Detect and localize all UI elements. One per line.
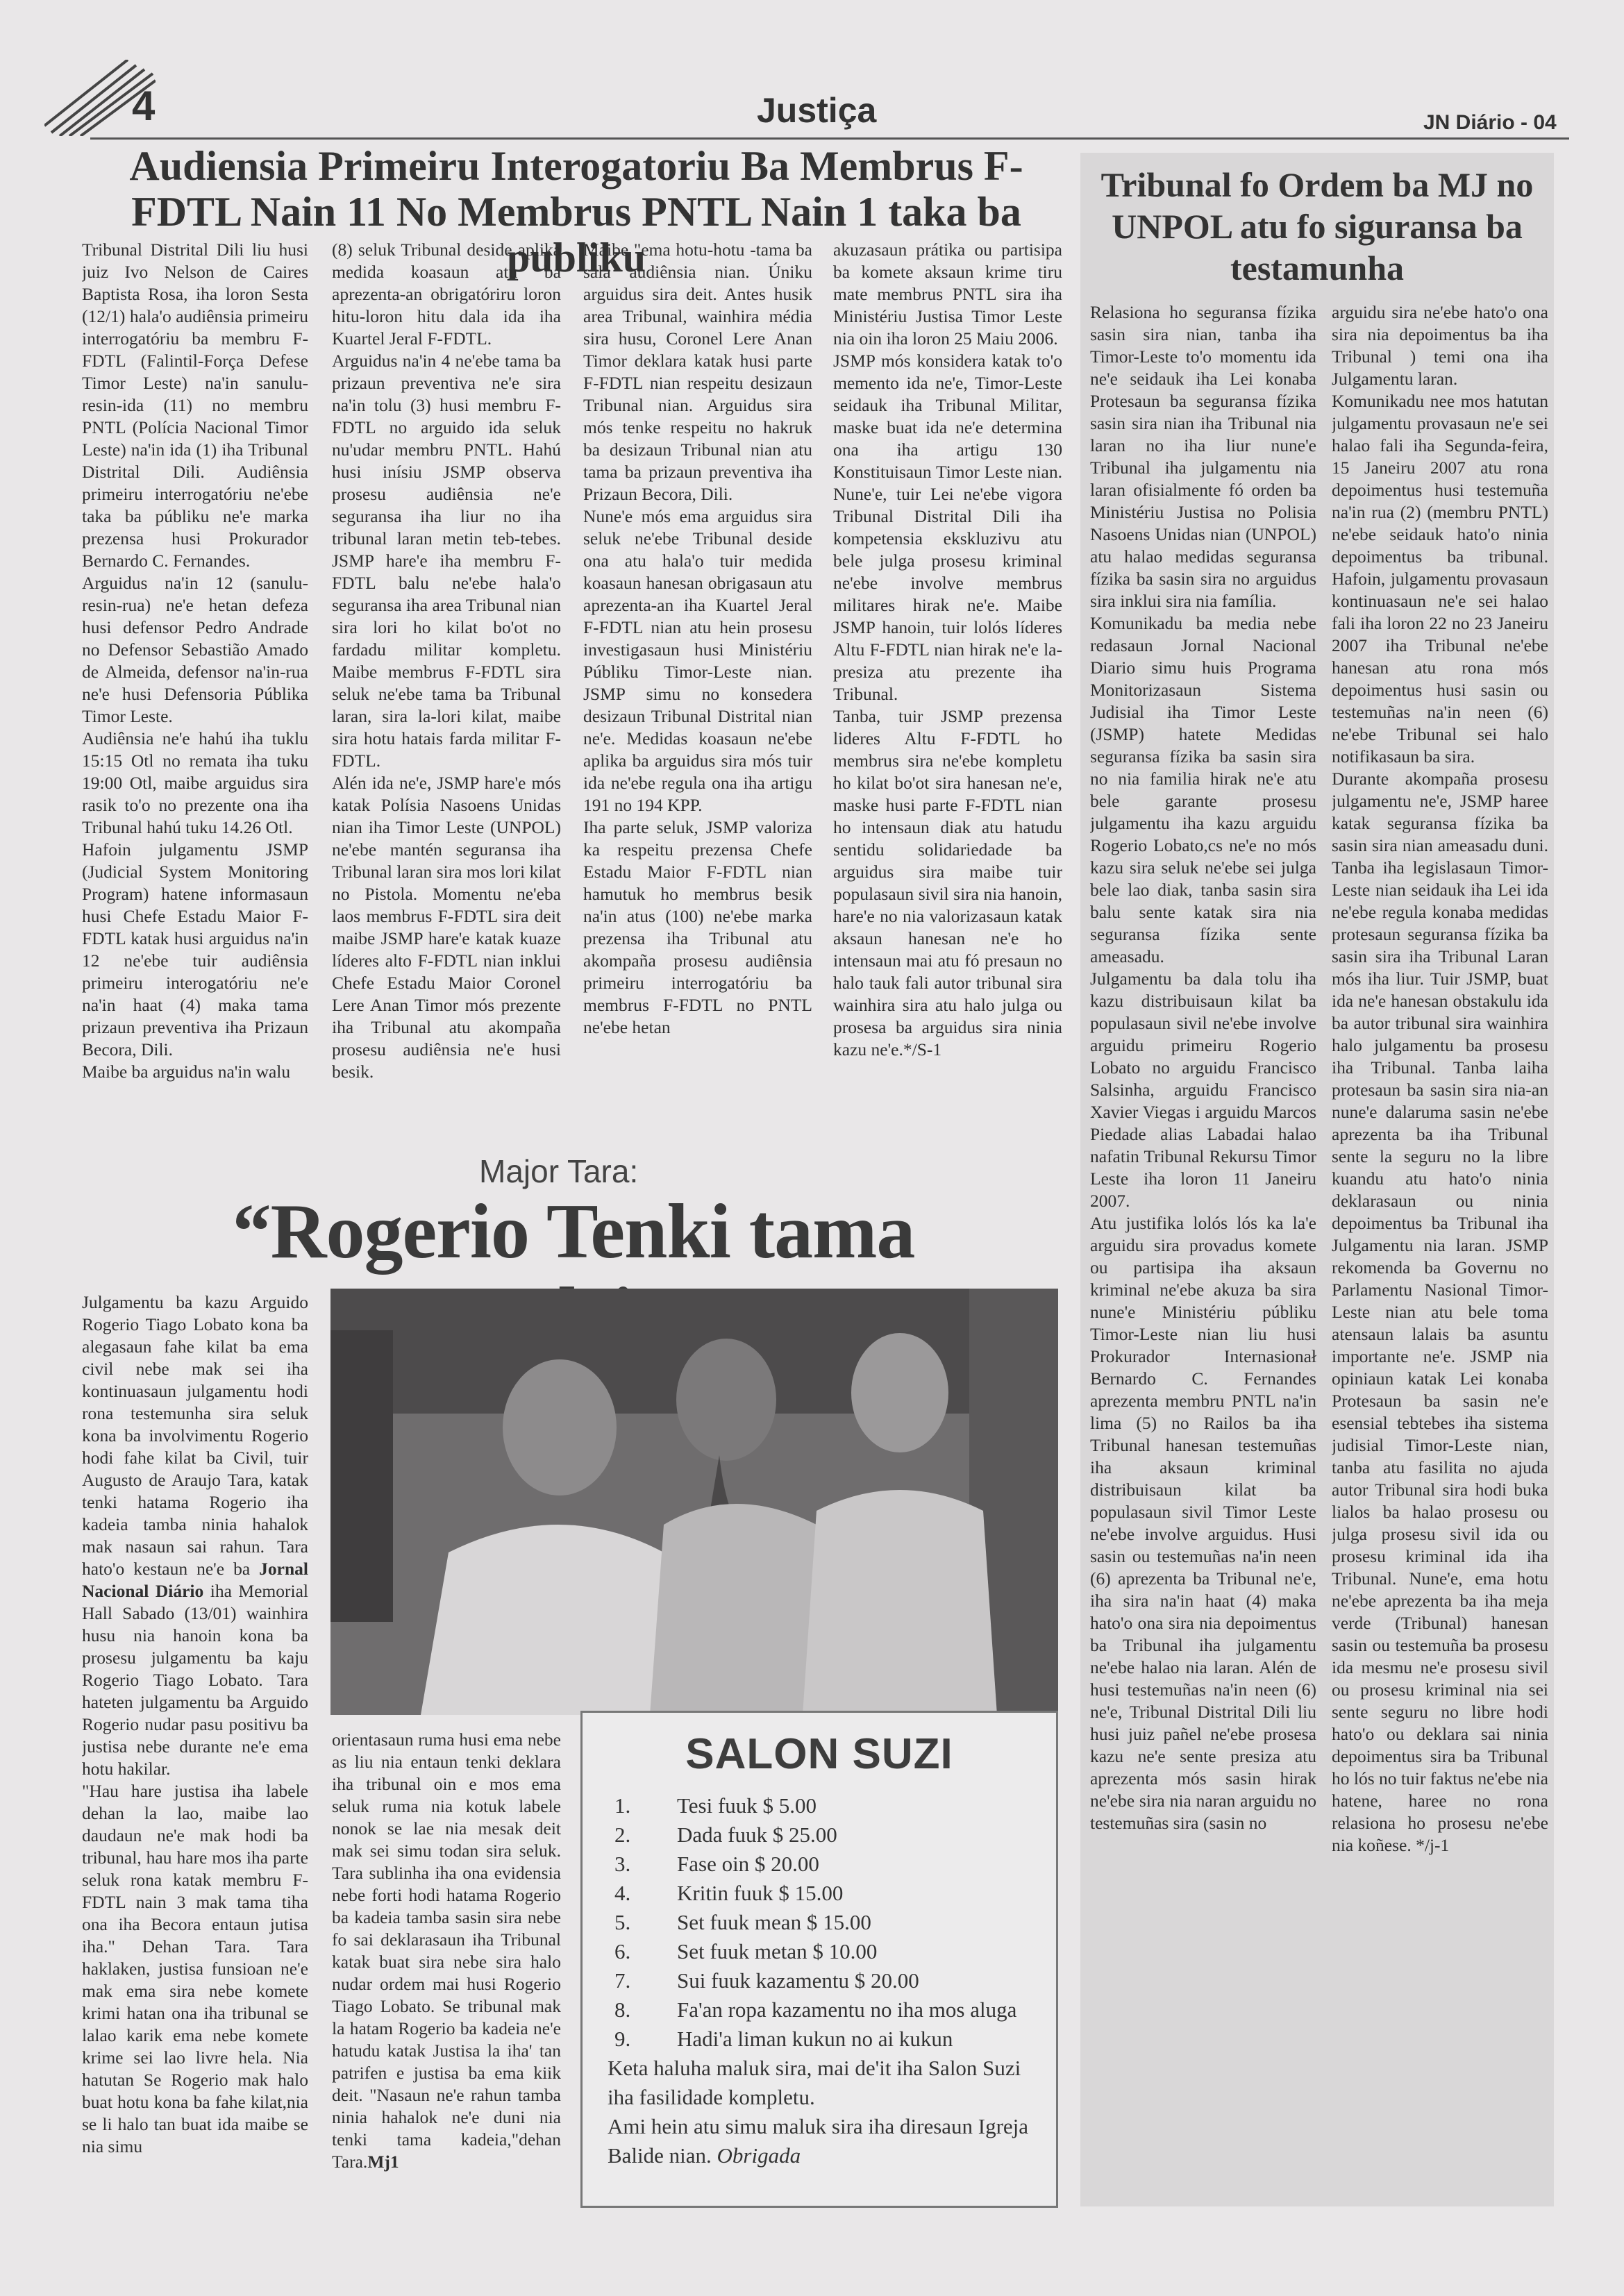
item-number: 8. bbox=[614, 1997, 631, 2022]
paragraph: Arguidus na'in 4 ne'ebe tama ba prizaun preventiva ne'e sira na'in tolu (3) husi membru F-FDTL no arguido ida seluk nu'udar membru PNTL. Hahú husi inísiu JSMP observa prosesu audiênsia ne'e seguransa iha liur no iha tribunal laran metin teb-tebes. JSMP hare'e iha membru F-FDTL balu ne'ebe hala'o seguransa iha area Tribunal nian sira lori ho kilat bo'ot no fardadu militar kompletu. Maibe membrus F-FDTL sira seluk ne'ebe tama ba Tribunal laran, sira la-lori kilat, maibe sira hotu hatais farda militar F-FDTL. bbox=[332, 351, 561, 771]
paragraph: arguidu sira ne'ebe hato'o ona sira nia depoimentus ba iha Tribunal ) temi ona iha Julgamentu laran. bbox=[1332, 302, 1548, 389]
list-item bbox=[608, 1820, 1031, 1850]
item-number: 6. bbox=[614, 1939, 631, 1963]
paragraph: Komunikadu ba media nebe redasaun Jornal Nacional Diario simu huis Programa Monitorizasaun Sistema Judisial iha Timor Leste (JSMP) hatete Medidas seguransa fízika ba sasin sira no nia familia hirak ne'e atu bele garante prosesu julgamentu iha kazu arguidu Rogerio Lobato,cs ne'e no mós kazu sira seluk ne'ebe sei julga bele lao diak, tanba sasin sira balu sente katak sira nia seguransa fízika sente ameasadu. bbox=[1090, 613, 1316, 966]
ad-footer-line: Keta haluha maluk sira, mai de'it iha Salon Suzi iha fasilidade kompletu. bbox=[608, 2056, 1021, 2109]
article-kicker: Major Tara: bbox=[479, 1153, 639, 1189]
item-text: Kritin fuuk $ 15.00 bbox=[677, 1881, 844, 1905]
sidebar-headline: Tribunal fo Ordem ba MJ no UNPOL atu fo siguransa ba testamunha bbox=[1100, 165, 1534, 287]
paragraph: Hafoin julgamentu JSMP (Judicial System Monitoring Program) hatene informasaun husi Chefe Estadu Maior F-FDTL katak husi arguidus na'in 12 ne'ebe tuir audiênsia primeiru interogatóriu ne'e na'in haat (4) maka tama prizaun preventiva iha Prizaun Becora, Dili. bbox=[82, 839, 308, 1059]
paragraph: Maibe "ema hotu-hotu -tama ba sala audiênsia nian. Úniku arguidus sira deit. Antes husik area Tribunal, wainhira média sira husu, Coronel Lere Anan Timor deklara katak husi parte F-FDTL nian respeitu desizaun Tribunal nian. Arguidus sira mós tenke respeitu no hakruk ba desizaun Tribunal nian atu tama ba prizaun preventiva iha Prizaun Becora, Dili. bbox=[583, 240, 812, 504]
paragraph: akuzasaun prátika ou partisipa ba komete aksaun krime tiru mate membrus PNTL sira iha Ministériu Justisa Timor Leste nia oin iha loron 25 Maiu 2006. bbox=[833, 240, 1062, 349]
list-item bbox=[608, 2025, 1031, 2054]
paragraph: Arguidus na'in 12 (sanulu-resin-rua) ne'e hetan defeza husi defensor Pedro Andrade no Defensor Sebastião Amado de Almeida, defensor na'in-rua ne'e husi Defensoria Públika Timor Leste. bbox=[82, 573, 308, 726]
text-run: Julgamentu ba kazu Arguido Rogerio Tiago Lobato kona ba alegasaun fahe kilat ba ema civil nebe mak sei iha kontinuasaun julgamentu hodi rona testemunha sira seluk kona ba involvimentu Rogerio hodi fahe kilat ba Civil, tuir Augusto de Araujo Tara, katak tenki hatama Rogerio iha kadeia tamba ninia hahalok mak nasaun sai rahun. Tara hato'o kestaun ne'e ba bbox=[82, 1292, 308, 1579]
main-headline: Audiensia Primeiru Interogatoriu Ba Membrus F-FDTL Nain 11 No Membrus PNTL Nain 1 taka ba publiku bbox=[129, 143, 1023, 280]
ad-title: SALON SUZI bbox=[685, 1730, 953, 1778]
ad-footer-line bbox=[608, 2112, 1031, 2170]
paragraph: Nune'e mós ema arguidus sira seluk ne'ebe Tribunal deside ona atu hala'o tuir medida koasaun hanesan obrigasaun atu aprezenta-an iha Kuartel Jeral F-FDTL nian atu hein prosesu investigasaun husi Ministériu Públiku Timor-Leste nian. JSMP simu no konsedera desizaun Tribunal Distrital nian ne'e. Medidas koasaun ne'ebe aplika ba arguidus sira mós tuir ida ne'ebe regula ona iha artigu 191 no 194 KPP. bbox=[583, 506, 812, 815]
paragraph: Alén ida ne'e, JSMP hare'e mós katak Polísia Nasoens Unidas nian iha Timor Leste (UNPOL) ne'ebe mantén seguransa iha Tribunal laran sira mos lori kilat no Pistola. Momentu ne'eba laos membrus F-FDTL sira deit maibe JSMP hare'e katak kuaze líderes alto F-FDTL nian inklui Chefe Estadu Maior Coronel Lere Anan Timor mós prezente iha Tribunal atu akompaña prosesu audiênsia ne'e husi besik. bbox=[332, 773, 561, 1082]
paragraph: Iha parte seluk, JSMP valoriza ka respeitu prezensa Chefe Estadu Maior F-FDTL nian hamutuk ho membrus besik na'in atus (100) ne'ebe marka prezensa iha Tribunal atu akompaña prosesu audiênsia primeiru interrogatóriu ba membrus F-FDTL no PNTL ne'ebe hetan bbox=[583, 817, 812, 1037]
paragraph: Relasiona ho seguransa fízika sasin sira nian, tanba iha Timor-Leste to'o momentu ida ne'e seidauk iha Lei konaba Protesaun ba seguransa fízika sasin sira nian iha Tribunal nia laran no iha liur nune'e Tribunal iha julgamentu nia laran ofisialmente fó orden ba Ministériu Justisa no Polisia Nasoens Unidas nian (UNPOL) atu halao medidas seguransa fízika ba sasin sira no arguidus sira inklui sira nia família. bbox=[1090, 302, 1316, 611]
article-headline: “Rogerio Tenki tama bbox=[232, 1189, 915, 1275]
salon-advertisement bbox=[580, 1711, 1058, 2208]
main-article-column-2 bbox=[332, 239, 561, 1141]
item-text: Set fuuk metan $ 10.00 bbox=[677, 1939, 878, 1963]
item-number: 3. bbox=[614, 1852, 631, 1876]
text-run: orientasaun ruma husi ema nebe as liu nia entaun tenki deklara iha tribunal oin e mos ema seluk ruma nia kotuk labele nonok se lae nia mesak deit mak sei simu todan sira seluk. Tara sublinha iha ona evidensia nebe forti hodi hatama Rogerio ba kadeia tamba sasin sira nebe fo sai deklarasaun iha Tribunal katak buat sira nebe sira halo nudar ordem mai husi Rogerio Tiago Lobato. Se tribunal mak la hatam Rogerio ba kadeia ne'e hatudu katak Justisa la iha' tan patrifen e justisa ba ema kiik deit. "Nasaun ne'e rahun tamba ninia hahalok ne'e duni nia tenki tama kadeia,"dehan Tara. bbox=[332, 1729, 561, 2172]
list-item bbox=[608, 1966, 1031, 1995]
paragraph: Julgamentu ba dala tolu iha kazu distribuisaun kilat ba populasaun sivil ne'ebe involve arguidu primeiru Rogerio Lobato no arguidu Francisco Salsinha, arguidu Francisco Xavier Viegas i arguidu Marcos Piedade alias Labadai halao nafatin Tribunal Rekursu Timor Leste iha loron 11 Janeiru 2007. bbox=[1090, 969, 1316, 1211]
paragraph: Audiênsia ne'e hahú iha tuklu 15:15 Otl no remata iha tuku 19:00 Otl, maibe arguidus sira rasik to'o no prezente ona iha Tribunal hahú tuku 14.26 Otl. bbox=[82, 728, 308, 837]
item-number: 9. bbox=[614, 2027, 631, 2051]
item-number: 2. bbox=[614, 1822, 631, 1847]
paragraph: (8) seluk Tribunal deside aplika medida koasaun atu ba aprezenta-an obrigatóriru loron hitu-loron hitu dala ida iha Kuartel Jeral F-FDTL. bbox=[332, 240, 561, 349]
item-number: 5. bbox=[614, 1910, 631, 1934]
sidebar-column-2 bbox=[1332, 301, 1548, 2204]
list-item bbox=[608, 1879, 1031, 1908]
paragraph bbox=[82, 1291, 308, 1780]
text-run: Ami hein atu simu maluk sira iha diresaun Igreja Balide nian. bbox=[608, 2114, 1029, 2168]
list-item bbox=[608, 1850, 1031, 1879]
sidebar-column-1 bbox=[1090, 301, 1316, 2204]
second-article-column-2 bbox=[332, 1729, 561, 2208]
item-number: 1. bbox=[614, 1793, 631, 1818]
ad-thanks: Obrigada bbox=[717, 2143, 801, 2168]
list-item bbox=[608, 1937, 1031, 1966]
section-title: Justiça bbox=[757, 91, 877, 130]
paragraph: Tribunal Distrital Dili liu husi juiz Ivo Nelson de Caires Baptista Rosa, iha loron Sesta (12/1) hala'o audiênsia primeiru interrogatóriu ba membru F-FDTL (Falintil-Força Defese Timor Leste) na'in sanulu-resin-ida (11) no membru PNTL (Polícia Nacional Timor Leste) na'in ida (1) iha Tribunal Distrital Dili. Audiênsia primeiru interrogatóriu ne'ebe taka ba públiku ne'e marka prezensa husi Prokurador Bernardo C. Fernandes. bbox=[82, 240, 308, 571]
photo-illustration bbox=[330, 1289, 1058, 1715]
main-article-column-3 bbox=[583, 239, 812, 1141]
item-text: Hadi'a liman kukun no ai kukun bbox=[677, 2027, 953, 2051]
item-number: 7. bbox=[614, 1968, 631, 1993]
ad-footer bbox=[608, 2054, 1031, 2170]
list-item bbox=[608, 1995, 1031, 2025]
newspaper-name: Jornal Nacional Diário bbox=[82, 1559, 308, 1601]
issue-label: JN Diário - 04 bbox=[1423, 111, 1557, 134]
paragraph: Tanba, tuir JSMP prezensa lideres Altu F-FDTL ho membrus sira ne'ebe kompletu ho kilat bo'ot sira hanesan ne'e, maske husi parte F-FDTL nian ho intensaun diak atu hatudu sentidu solidariedade ba arguidus sira maibe tuir populasaun sivil sira nia hanoin, hare'e no nia valorizasaun katak aksaun hanesan ne'e ho intensaun mai atu fó presaun no halo tauk fali autor tribunal sira wainhira sira atu halo julga ou prosesa ba arguidus sira ninia kazu ne'e.*/S-1 bbox=[833, 706, 1062, 1059]
paragraph: JSMP mós konsidera katak to'o memento ida ne'e, Timor-Leste seidauk iha Tribunal Militar, maske buat ida ne'e determina ona iha artigu 130 Konstituisaun Timor Leste nian. Nune'e, tuir Lei ne'ebe vigora Tribunal Distrital Dili iha kompetensia ekskluzivu atu bele julga prosesu kriminal ne'ebe involve membrus militares hirak ne'e. Maibe JSMP hanoin, tuir lolós líderes Altu F-FDTL nian hirak ne'e la-presiza atu prezente iha Tribunal. bbox=[833, 351, 1062, 704]
second-article-column-1 bbox=[82, 1291, 308, 2208]
item-text: Fase oin $ 20.00 bbox=[677, 1852, 819, 1876]
item-text: Dada fuuk $ 25.00 bbox=[677, 1822, 837, 1847]
paragraph: Atu justifika lolós lós ka la'e arguidu sira provadus komete ou partisipa iha aksaun kriminal ne'ebe akuza ba sira nune'e Ministériu públiku Timor-Leste nian liu husi Prokurador Internasionał Bernardo C. Fernandes aprezenta membru PNTL na'in lima (5) no Railos ba iha Tribunal hanesan testemuñas iha aksaun kriminal distribuisaun kilat ba populasaun sivil Timor Leste ne'ebe involve arguidus. Husi sasin ou testemuñas na'in neen (6) aprezenta ba Tribunal ne'e, iha sira na'in haat (4) maka hato'o ona sira nia depoimentus ba Tribunal iha julgamentu ne'ebe halao nia laran. Alén de husi testemuñas na'in neen (6) ne'e, Tribunal Distrital Dili liu husi juiz pañel ne'ebe prosesa kazu ne'e sente presiza atu aprezenta mós sasin hirak ne'ebe sira nia naran arguidu no testemuñas sira (sasin no bbox=[1090, 1213, 1316, 1833]
text-run: iha Memorial Hall Sabado (13/01) wainhira husu nia hanoin kona ba prosesu julgamentu ba kaju Rogerio Tiago Lobato. Tara hateten julgamentu ba Arguido Rogerio nudar pasu positivu ba justisa nebe durante ne'e ema hotu hakilar. bbox=[82, 1581, 308, 1779]
price-list bbox=[608, 1791, 1031, 2054]
main-article-column-1 bbox=[82, 239, 308, 1141]
list-item bbox=[608, 1791, 1031, 1820]
news-photo bbox=[330, 1289, 1058, 1715]
item-text: Set fuuk mean $ 15.00 bbox=[677, 1910, 871, 1934]
item-text: Fa'an ropa kazamentu no iha mos aluga bbox=[677, 1997, 1017, 2022]
paragraph: "Hau hare justisa iha labele dehan la lao, maibe lao daudaun ne'e mak hodi ba tribunal, hau hare mos iha parte seluk rona katak membru F-FDTL nain 3 mak tama tiha ona iha Becora entaun jutisa iha." Dehan Tara. Tara haklaken, justisa funsioan ne'e mak ema sira nebe komete krimi hatan ona iha tribunal se lalao karik ema nebe komete krime sei lao livre hela. Nia hatutan Se Rogerio mak halo buat hotu kona ba fahe kilat,nia se li halo tan buat ida maibe se nia simu bbox=[82, 1781, 308, 2156]
paragraph bbox=[332, 1729, 561, 2173]
item-text: Sui fuuk kazamentu $ 20.00 bbox=[677, 1968, 919, 1993]
main-article-column-4 bbox=[833, 239, 1062, 1141]
author-signature: Mj1 bbox=[367, 2152, 399, 2172]
list-item bbox=[608, 1908, 1031, 1937]
item-number: 4. bbox=[614, 1881, 631, 1905]
paragraph: Komunikadu nee mos hatutan julgamentu provasaun ne'e sei halao fali iha Segunda-feira, 15 Janeiru 2007 atu rona depoimentus husi testemuña na'in rua (2) (membru PNTL) ne'ebe seidauk hato'o ninia depoimentus ba tribunal. Hafoin, julgamentu provasaun kontinuasaun ne'e sei halao fali iha loron 22 no 23 Janeiru 2007 iha Tribunal ne'ebe hanesan atu rona mós depoimentus husi sasin ou testemuñas na'in neen (6) ne'ebe Tribunal sei halo notifikasaun ba sira. bbox=[1332, 391, 1548, 766]
item-text: Tesi fuuk $ 5.00 bbox=[677, 1793, 817, 1818]
page-number: 4 bbox=[132, 83, 156, 129]
paragraph: Durante akompaña prosesu julgamentu ne'e, JSMP haree katak seguransa fízika ba sasin sira nian ameasadu duni. Tanba iha legislasaun Timor-Leste nian seidauk iha Lei ida ne'ebe regula konaba medidas protesaun seguransa fízika ba sasin sira iha Tribunal Laran mós iha liur. Tuir JSMP, buat ida ne'e hanesan obstakulu ida ba autor tribunal sira wainhira halo julgamentu ba prosesu iha Tribunal. Tanba laiha protesaun ba sasin sira nia-an nune'e dalaruma sasin ne'ebe aprezenta ba iha Tribunal sente la seguru no la libre kuandu atu hato'o ninia deklarasaun ou ninia depoimentus ba Tribunal iha Julgamentu nia laran. JSMP rekomenda ba Governu no Parlamentu Nasional Timor-Leste nian atu bele toma atensaun lalais ba asuntu importante ne'e. JSMP nia opiniaun katak Lei konaba Protesaun ba sasin ne'e esensial tebtebes iha sistema judisial Timor-Leste nian, tanba atu fasilita no ajuda autor Tribunal sira hodi buka lialos ba halao prosesu ou julga prosesu sivil ida ou prosesu kriminal ida iha Tribunal. Nune'e, ema hotu ne'ebe aprezenta ba iha meja verde (Tribunal) hanesan sasin ou testemuña ba prosesu ida mesmu ne'e prosesu sivil ou prosesu kriminal nia sei sente seguru no libre hodi hato'o ou deklara sai ninia depoimentus sira ba Tribunal ho lós no tuir faktus ne'ebe nia hatene, haree no rona relasiona ho prosesu ne'ebe nia koñese. */j-1 bbox=[1332, 769, 1548, 1855]
header-rule bbox=[90, 137, 1569, 140]
paragraph: Maibe ba arguidus na'in walu bbox=[82, 1062, 291, 1082]
